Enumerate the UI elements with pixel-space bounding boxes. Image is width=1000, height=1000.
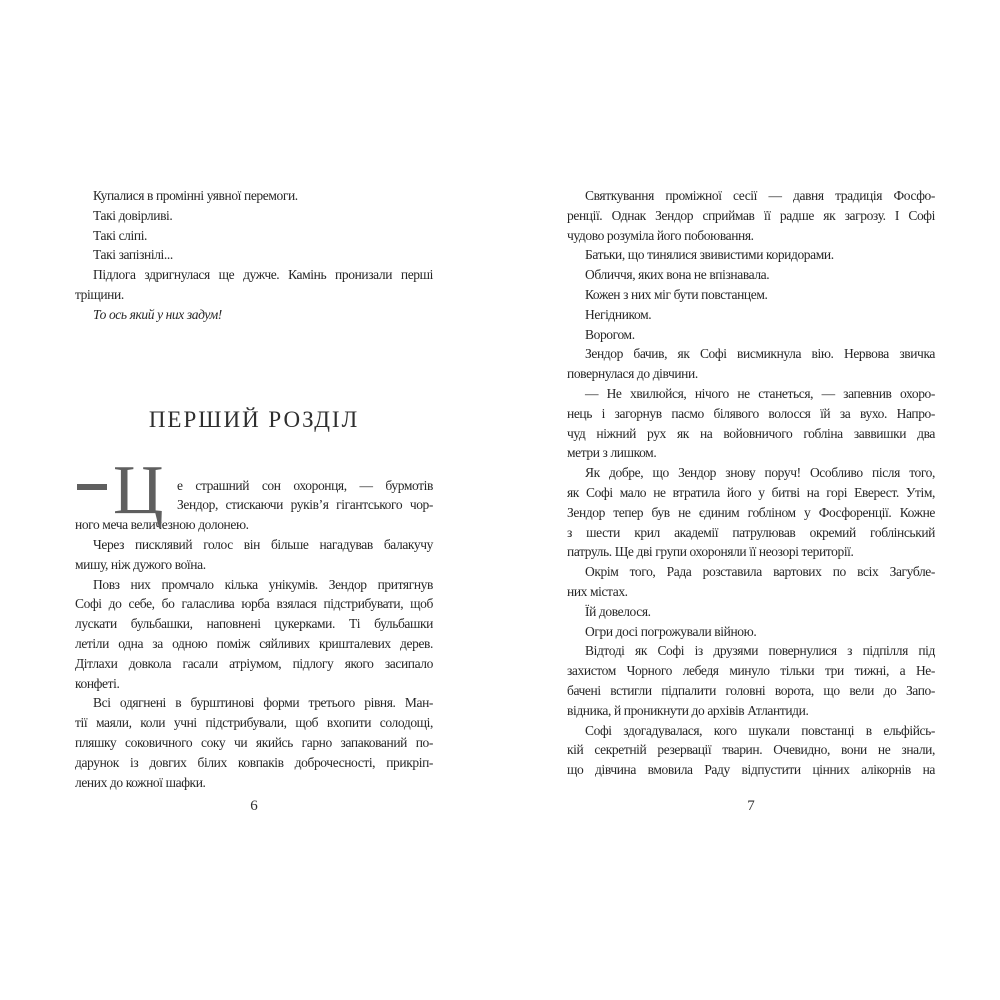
right-body-text (567, 186, 935, 780)
text-line: пляшку соковичного соку чи якийсь гарно запакований по- (75, 734, 433, 750)
text-line: Їй довелося. (585, 603, 651, 619)
dropcap-letter: Ц (113, 451, 164, 529)
text-line: Купалися в промінні уявної перемоги. (93, 188, 298, 203)
text-line: Святкування проміжної сесії — давня традиція Фосфо- (585, 188, 935, 203)
text-line: лускати бульбашки, наповнені цукерками. Ті бульбашки (75, 616, 433, 632)
text-line: мишу, ніж дужого воїна. (75, 556, 206, 572)
text-line: відника, й проникнути до архівів Атлантиди. (567, 702, 809, 718)
text-line: Софі до себе, бо галаслива юрба взялася підстрибувати, щоб (75, 596, 433, 612)
text-line: бачені встигли підпалити головні ворота, що вели до Запо- (567, 682, 935, 698)
text-line: Як добре, що Зендор знову поруч! Особливо після того, (585, 465, 935, 481)
text-line: патруль. Ще дві групи охороняли її неозорі території. (567, 544, 854, 560)
page-number-left: 6 (250, 798, 258, 814)
text-line: Негідником. (585, 306, 652, 322)
text-line: То ось який у них задум! (93, 306, 222, 322)
text-line: Такі довірливі. (93, 207, 173, 223)
text-line: з шести крил академії патрулював окремий гоблінський (567, 524, 935, 540)
chapter-heading: ПЕРШИЙ РОЗДІЛ (148, 406, 360, 432)
text-line: — Не хвилюйся, нічого не станеться, — запевнив охоро- (585, 385, 935, 401)
page-number-right: 7 (747, 798, 755, 814)
text-line: чуд ніжний рух як на войовничого гобліна заввишки два (567, 425, 935, 441)
text-line: метри з лишком. (567, 445, 657, 461)
text-line: Окрім того, Рада розставила вартових по всіх Загубле- (585, 564, 935, 580)
text-line: Зендор бачив, як Софі висмикнула вію. Нервова звичка (585, 346, 935, 362)
text-line: повернулася до дівчини. (567, 366, 698, 382)
right-text-column (567, 186, 935, 780)
text-line: Такі запізнілі... (93, 247, 173, 263)
text-line: дарунок із довгих білих ковпаків доброчесності, прикріп- (75, 754, 433, 770)
text-line: е страшний сон охоронця, — бурмотів (177, 477, 433, 493)
text-line: Кожен з них міг бути повстанцем. (585, 286, 768, 302)
text-line: Всі одягнені в бурштинові форми третього рівня. Ман- (93, 695, 433, 711)
text-line: Підлога здригнулася ще дужче. Камінь пронизали перші (93, 267, 433, 283)
dropcap-paragraph (75, 451, 433, 793)
text-line: чудово розуміла його побоювання. (567, 227, 754, 243)
text-line: захистом Чорного лебедя минуло тільки три тижні, а Не- (567, 663, 935, 679)
text-line: тріщини. (75, 286, 124, 302)
text-line: Відтоді як Софі із друзями повернулися з підпілля під (585, 643, 935, 659)
text-line: Огри досі погрожували війною. (585, 623, 757, 639)
text-line: летіли одна за одною поміж сяйливих кришталевих дерев. (75, 635, 433, 651)
text-line: конфеті. (75, 675, 120, 691)
text-line: тії маяли, коли учні підстрибували, щоб вхопити солодощі, (75, 715, 433, 731)
text-line: Через писклявий голос він більше нагадував балакучу (93, 536, 433, 552)
text-line: Дітлахи довкола гасали атріумом, підлогу якого засипало (75, 655, 433, 671)
text-line: Батьки, що тинялися звивистими коридорами. (585, 247, 834, 263)
text-line: що дівчина вмовила Раду відпустити цінних алікорнів на (567, 762, 935, 778)
text-line: них містах. (567, 583, 628, 599)
left-text-column (75, 186, 433, 792)
text-line: кій секретній резервації тварин. Очевидно, вони не знали, (567, 742, 935, 758)
text-line: Ворогом. (585, 326, 635, 342)
text-line: ного меча величезною долонею. (75, 517, 249, 533)
text-line: Зендор, стискаючи руків’я гігантського чор- (177, 497, 433, 513)
text-line: Повз них промчало кілька унікумів. Зендор притягнув (93, 576, 433, 592)
text-line: Софі здогадувалася, кого шукали повстанці в ельфійсь- (585, 722, 935, 738)
text-line: Обличчя, яких вона не впізнавала. (585, 267, 770, 283)
intro-paragraphs (75, 186, 433, 325)
text-line: Зендор тепер був не єдиним гобліном у Фосфоренції. Кожне (567, 504, 935, 520)
text-line: нець і загорнув пасмо білявого волосся їй за вухо. Напро- (567, 405, 935, 421)
text-line: як Софі мало не втратила його у битві на горі Еверест. Утім, (567, 484, 935, 500)
text-line: лених до кожної шафки. (75, 774, 206, 790)
left-body-text (75, 476, 433, 793)
text-line: Такі сліпі. (93, 227, 148, 243)
text-line: ренції. Однак Зендор сприймав її радше як загрозу. І Софі (567, 207, 935, 223)
